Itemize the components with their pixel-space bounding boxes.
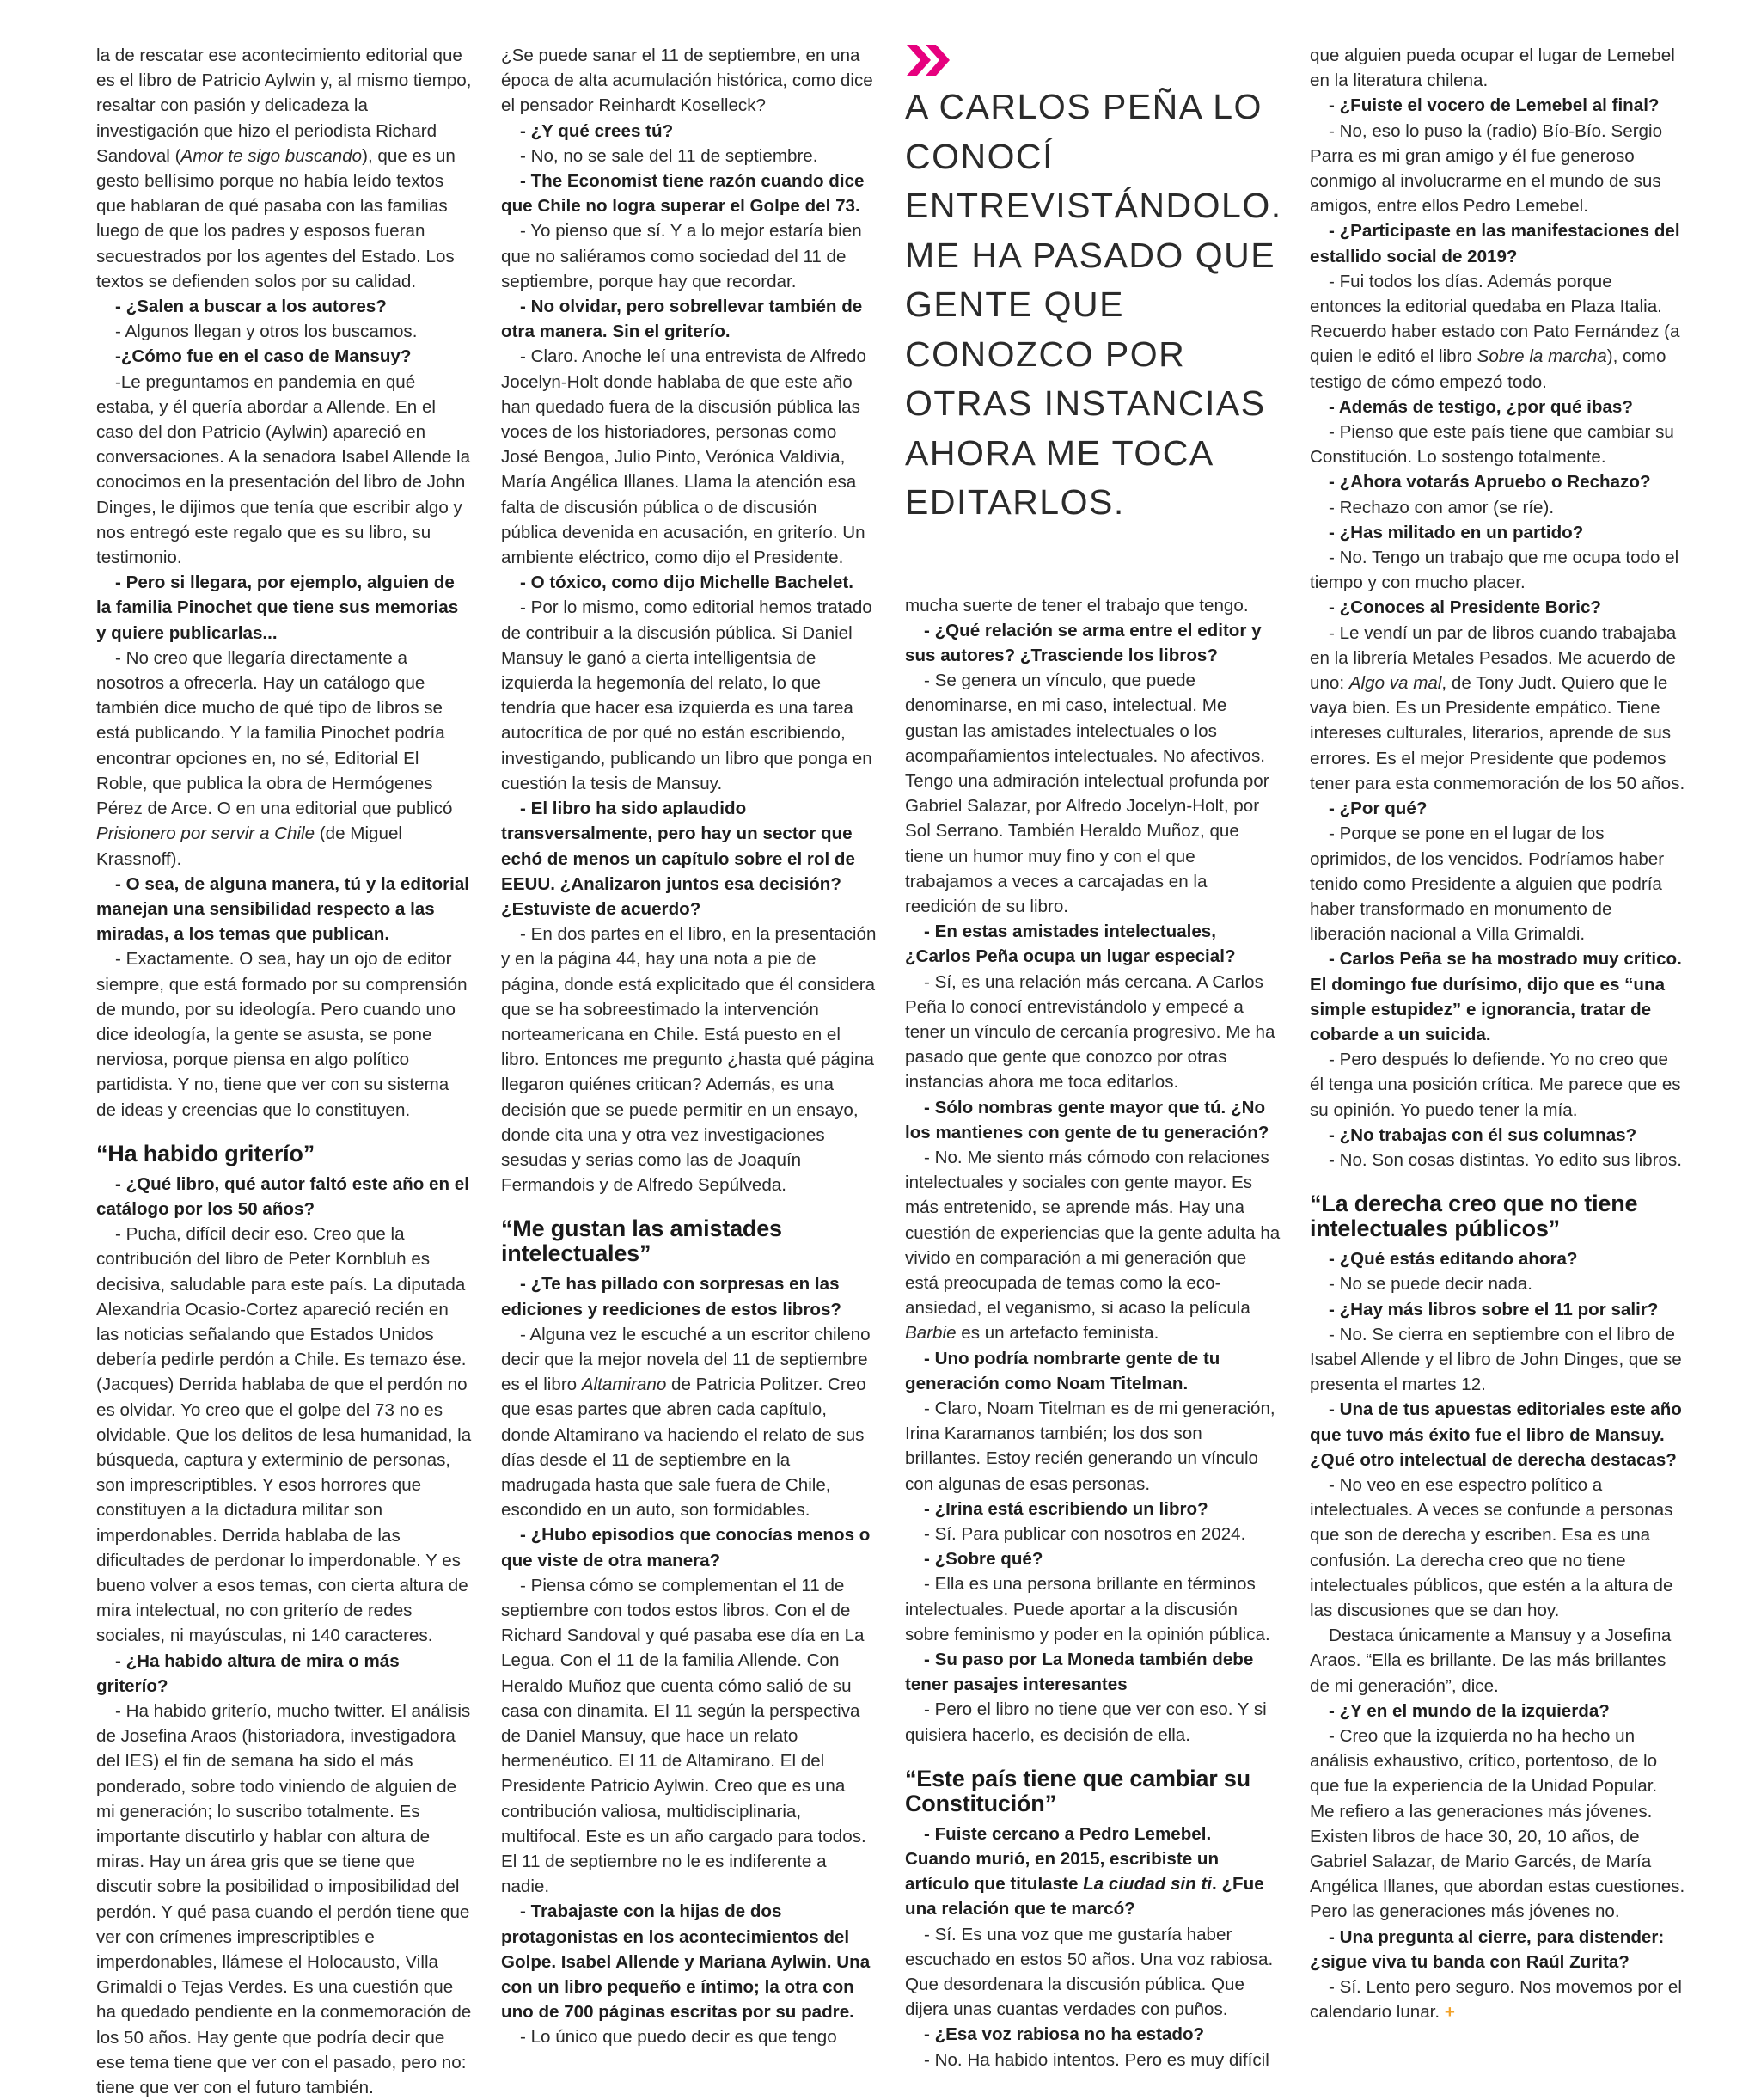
answer: - No. Me siento más cómodo con relaciones intelectuales y sociales con gente mayor. Es más entretenido, se aprende más. Hay una cuestión de experiencias que la gente adulta ha vivido en comparación a mi generación que está preocupada de temas como la eco-ansiedad, el veganismo, si acaso la película Barbie es un artefacto feminista. <box>905 1147 1281 1344</box>
column-4 <box>1310 43 1685 2024</box>
question: - ¿Hay más libros sobre el 11 por salir? <box>1329 1299 1659 1319</box>
answer: - No. Se cierra en septiembre con el libro de Isabel Allende y el libro de John Dinges, que se presenta el martes 12. <box>1310 1324 1682 1395</box>
answer: - Claro. Anoche leí una entrevista de Alfredo Jocelyn-Holt donde hablaba de que este año han quedado fuera de la discusión pública las voces de los historiadores, personas como José Bengoa, Julio Pinto, Verónica Valdivia, María Angélica Illanes. Llama la atención esa falta de discusión pública o de discusión pública devenida en acusación, en griterío. Un ambiente eléctrico, como dijo el Presidente. <box>501 346 866 568</box>
question: - ¿Qué relación se arma entre el editor y sus autores? ¿Trasciende los libros? <box>905 620 1262 665</box>
answer: - Fui todos los días. Además porque entonces la editorial quedaba en Plaza Italia. Recuerdo haber estado con Pato Fernández (a quien le editó el libro Sobre la marcha), como testigo de cómo empezó todo. <box>1310 271 1680 392</box>
paragraph: la de rescatar ese acontecimiento editorial que es el libro de Patricio Aylwin y, al mismo tiempo, resaltar con pasión y delicadeza la investigación que hizo el periodista Richard Sandoval (Amor te sigo buscando), que es un gesto bellísimo porque no había leído textos que hablaran de qué pasaba con las familias luego de que los padres y esposos fueran secuestrados por los agentes del Estado. Los textos se defienden solos por su calidad. <box>96 46 472 291</box>
pull-quote-spacer <box>905 528 1281 593</box>
answer: - Por lo mismo, como editorial hemos tratado de contribuir a la discusión pública. Si Daniel Mansuy le ganó a cierta intelligentsia de izquierda la hegemonía del relato, lo que tendría que hacer esa izquierda es una tarea autocrítica de por qué no están escribiendo, investigando, publicando un libro que ponga en cuestión la tesis de Mansuy. <box>501 597 872 793</box>
answer: - Rechazo con amor (se ríe). <box>1329 497 1555 517</box>
answer: - No. Ha habido intentos. Pero es muy difícil <box>924 2049 1269 2070</box>
paragraph: Destaca únicamente a Mansuy y a Josefina Araos. “Ella es brillante. De las más brillantes de mi generación”, dice. <box>1310 1626 1672 1696</box>
answer: - Le vendí un par de libros cuando trabajaba en la librería Metales Pesados. Me acuerdo de uno: Algo va mal, de Tony Judt. Quiero que le vaya bien. Es un Presidente empático. Tiene intereses culturales, literarios, aprende de sus errores. Es el mejor Presidente que podemos tener para esta conmemoración de los 50 años. <box>1310 622 1685 793</box>
column-3 <box>905 43 1281 2072</box>
question: - ¿Te has pillado con sorpresas en las ediciones y reediciones de estos libros? <box>501 1274 841 1319</box>
answer: - No, eso lo puso la (radio) Bío-Bío. Sergio Parra es mi gran amigo y él fue generoso conmigo al involucrarme en el mundo de sus amigos, entre ellos Pedro Lemebel. <box>1310 120 1663 217</box>
answer: - Lo único que puedo decir es que tengo <box>520 2027 837 2048</box>
question: - O sea, de alguna manera, tú y la editorial manejan una sensibilidad respecto a las miradas, a los temas que publican. <box>96 873 470 945</box>
question: - ¿Esa voz rabiosa no ha estado? <box>924 2024 1205 2045</box>
end-mark-icon: + <box>1444 2002 1455 2023</box>
question: - ¿Has militado en un partido? <box>1329 522 1584 542</box>
answer: - Algunos llegan y otros los buscamos. <box>115 321 418 342</box>
answer: -Le preguntamos en pandemia en qué estaba, y él quería abordar a Allende. En el caso del don Patricio (Aylwin) apareció en conversaciones. A la senadora Isabel Allende la conocimos en la presentación del libro de John Dinges, le dijimos que tenía que escribir algo y nos entregó este regalo que es su libro, su testimonio. <box>96 371 471 568</box>
question: - ¿Sobre qué? <box>924 1549 1043 1570</box>
double-chevron-icon <box>905 43 1281 77</box>
answer: - Piensa cómo se complementan el 11 de septiembre con todos estos libros. Con el de Richard Sandoval y qué pasaba ese día en La Legua. Con el 11 de la familia Allende. Con Heraldo Muñoz que cuenta cómo salió de su casa con dinamita. El 11 según la perspectiva de Daniel Mansuy, que hace un relato hermenéutico. El 11 de Altamirano. El del Presidente Patricio Aylwin. Creo que es una contribución valiosa, multidisciplinaria, multifocal. Este es un año cargado para todos. El 11 de septiembre no le es indiferente a nadie. <box>501 1575 866 1897</box>
section-heading: “Me gustan las amistades intelectuales” <box>501 1215 782 1267</box>
answer: - Creo que la izquierda no ha hecho un análisis exhaustivo, crítico, portentoso, de lo que fue la experiencia de la Unidad Popular. Me refiero a las generaciones más jóvenes. Existen libros de hace 30, 20, 10 años, de Gabriel Salazar, de Mario Garcés, de María Angélica Illanes, que abordan estas cuestiones. Pero las generaciones más jóvenes no. <box>1310 1726 1685 1922</box>
answer: - Pucha, difícil decir eso. Creo que la contribución del libro de Peter Kornbluh es decisiva, saludable para este país. La diputada Alexandria Ocasio-Cortez apareció recién en las noticias señalando que Estados Unidos debería pedirle perdón a Chile. Es temazo ése. (Jacques) Derrida hablaba de que el perdón no es olvidar. Yo creo que el golpe del 73 no es olvidable. Que los delitos de lesa humanidad, la búsqueda, captura y exterminio de personas, son imprescriptibles. Y esos horrores que constituyen a la dictadura militar son imperdonables. Derrida hablaba de las dificultades de perdonar lo imperdonable. Y es bueno volver a esos temas, con cierta altura de mira intelectual, no con griterío de redes sociales, ni mayúsculas, ni 140 caracteres. <box>96 1224 472 1646</box>
section-heading: “Este país tiene que cambiar su Constitución” <box>905 1765 1250 1816</box>
question: - Una pregunta al cierre, para distender: ¿sigue viva tu banda con Raúl Zurita? <box>1310 1926 1665 1972</box>
answer: - Sí. Para publicar con nosotros en 2024. <box>924 1524 1246 1545</box>
answer: - Pienso que este país tiene que cambiar su Constitución. Lo sostengo totalmente. <box>1310 422 1674 468</box>
question: - The Economist tiene razón cuando dice que Chile no logra superar el Golpe del 73. <box>501 171 865 217</box>
question: - No olvidar, pero sobrellevar también de otra manera. Sin el griterío. <box>501 297 863 342</box>
question: - ¿Y en el mundo de la izquierda? <box>1329 1700 1610 1721</box>
section-heading: “Ha habido griterío” <box>96 1140 315 1166</box>
question: - En estas amistades intelectuales, ¿Carlos Peña ocupa un lugar especial? <box>905 921 1236 967</box>
paragraph: mucha suerte de tener el trabajo que tengo. <box>905 595 1249 615</box>
question: - Sólo nombras gente mayor que tú. ¿No los mantienes con gente de tu generación? <box>905 1097 1269 1142</box>
section-heading: “La derecha creo que no tiene intelectuales públicos” <box>1310 1191 1638 1242</box>
answer: - No se puede decir nada. <box>1329 1274 1532 1295</box>
answer: - No. Tengo un trabajo que me ocupa todo el tiempo y con mucho placer. <box>1310 548 1679 593</box>
question: - O tóxico, como dijo Michelle Bachelet. <box>520 572 853 593</box>
answer: - Se genera un vínculo, que puede denominarse, en mi caso, intelectual. Me gustan las amistades intelectuales o los acompañamientos intelectuales. No afectivos. Tengo una admiración intelectual profunda por Gabriel Salazar, por Alfredo Jocelyn-Holt, por Sol Serrano. También Heraldo Muñoz, que tiene un humor muy fino y con el que trabajamos a veces a carcajadas en la reedición de su libro. <box>905 670 1269 916</box>
question: - Fuiste cercano a Pedro Lemebel. Cuando murió, en 2015, escribiste un artículo que titulaste La ciudad sin ti. ¿Fue una relación que te marcó? <box>905 1823 1264 1919</box>
question: - ¿Qué libro, qué autor faltó este año en el catálogo por los 50 años? <box>96 1173 469 1219</box>
answer: - Alguna vez le escuché a un escritor chileno decir que la mejor novela del 11 de septiembre es el libro Altamirano de Patricia Politzer. Creo que esas partes que abren cada capítulo, donde Altamirano va haciendo el relato de sus días desde el 11 de septiembre en la madrugada hasta que sale fuera de Chile, escondido en un auto, son formidables. <box>501 1324 871 1521</box>
question: - Uno podría nombrarte gente de tu generación como Noam Titelman. <box>905 1348 1220 1393</box>
answer: - No, no se sale del 11 de septiembre. <box>520 145 818 166</box>
question: - ¿Participaste en las manifestaciones del estallido social de 2019? <box>1310 221 1680 266</box>
question: - ¿Fuiste el vocero de Lemebel al final? <box>1329 95 1660 116</box>
question: - Una de tus apuestas editoriales este año que tuvo más éxito fue el libro de Mansuy. ¿Qué otro intelectual de derecha destacas? <box>1310 1399 1682 1470</box>
answer: - Sí, es una relación más cercana. A Carlos Peña lo conocí entrevistándolo y empecé a tener un vínculo de cercanía progresivo. Me ha pasado que gente que conozco por otras instancias ahora me toca editarlos. <box>905 971 1275 1093</box>
pull-quote: A CARLOS PEÑA LO CONOCÍ ENTREVISTÁNDOLO. ME HA PASADO QUE GENTE QUE CONOZCO POR OTRAS INSTANCIAS AHORA ME TOCA EDITARLOS. <box>905 87 1282 522</box>
question: -¿Cómo fue en el caso de Mansuy? <box>115 346 412 367</box>
answer: - Ella es una persona brillante en términos intelectuales. Puede aportar a la discusión sobre feminismo y poder en la opinión pública. <box>905 1574 1270 1644</box>
answer: - No veo en ese espectro político a intelectuales. A veces se confunde a personas que son de derecha y escriben. Esa es una confusión. La derecha creo que no tiene intelectuales públicos, que estén a la altura de las discusiones que se dan hoy. <box>1310 1474 1673 1620</box>
answer: - Yo pienso que sí. Y a lo mejor estaría bien que no saliéramos como sociedad del 11 de septiembre, porque hay que recordar. <box>501 221 862 291</box>
answer: - No. Son cosas distintas. Yo edito sus libros. <box>1329 1149 1682 1170</box>
paragraph: ¿Se puede sanar el 11 de septiembre, en una época de alta acumulación histórica, como dice el pensador Reinhardt Koselleck? <box>501 46 873 116</box>
question: - ¿Por qué? <box>1329 799 1428 819</box>
paragraph: que alguien pueda ocupar el lugar de Lemebel en la literatura chilena. <box>1310 46 1675 91</box>
double-chevron-icon-svg <box>905 43 955 77</box>
question: - ¿Salen a buscar a los autores? <box>115 297 387 317</box>
question: - ¿Y qué crees tú? <box>520 120 674 141</box>
answer: - Pero después lo defiende. Yo no creo que él tenga una posición crítica. Me parece que es su opinión. Yo puedo tener la mía. <box>1310 1050 1681 1120</box>
answer: - Pero el libro no tiene que ver con eso. Y si quisiera hacerlo, es decisión de ella. <box>905 1699 1267 1745</box>
question: - ¿Hubo episodios que conocías menos o que viste de otra manera? <box>501 1525 871 1570</box>
column-1 <box>96 43 472 2100</box>
answer: - No creo que llegaría directamente a nosotros a ofrecerla. Hay un catálogo que también dice mucho de qué tipo de libros se está publicando. Y la familia Pinochet podría encontrar opciones en, no sé, Editorial El Roble, que publica la obra de Hermógenes Pérez de Arce. O en una editorial que publicó Prisionero por servir a Chile (de Miguel Krassnoff). <box>96 647 453 869</box>
question: - ¿Conoces al Presidente Boric? <box>1329 597 1601 618</box>
question: - Su paso por La Moneda también debe tener pasajes interesantes <box>905 1650 1254 1695</box>
question: - Pero si llegara, por ejemplo, alguien de la familia Pinochet que tiene sus memorias y quiere publicarlas... <box>96 572 459 643</box>
answer: - Porque se pone en el lugar de los oprimidos, de los vencidos. Podríamos haber tenido como Presidente a alguien que podría haber transformado en monumento de liberación nacional a Villa Grimaldi. <box>1310 823 1665 945</box>
answer: - En dos partes en el libro, en la presentación y en la página 44, hay una nota a pie de página, donde está explicitado que él considera que se ha sobreestimado la intervención norteamericana en Chile. Está puesto en el libro. Entonces me pregunto ¿hasta qué página llegaron quiénes critican? Además, es una decisión que se puede permitir en un ensayo, donde cita una y otra vez investigaciones sesudas y serias como las de Joaquín Fermandois y de Alfredo Sepúlveda. <box>501 924 877 1196</box>
question: - ¿No trabajas con él sus columnas? <box>1329 1124 1637 1145</box>
question: - El libro ha sido aplaudido transversalmente, pero hay un sector que echó de menos un capítulo sobre el rol de EEUU. ¿Analizaron juntos esa decisión? ¿Estuviste de acuerdo? <box>501 799 855 919</box>
answer: - Sí. Lento pero seguro. Nos movemos por el calendario lunar. + <box>1310 1977 1682 2023</box>
question: - Además de testigo, ¿por qué ibas? <box>1329 396 1633 417</box>
question: - ¿Irina está escribiendo un libro? <box>924 1498 1208 1519</box>
question: - Carlos Peña se ha mostrado muy crítico. El domingo fue durísimo, dijo que es “una simple estupidez” e ignorancia, tratar de cobarde a un suicida. <box>1310 949 1682 1044</box>
answer: - Sí. Es una voz que me gustaría haber escuchado en estos 50 años. Una voz rabiosa. Que desordenara la discusión pública. Que dijera unas cuantas verdades con puños. <box>905 1924 1274 2020</box>
answer: - Claro, Noam Titelman es de mi generación, Irina Karamanos también; los dos son brillantes. Estoy recién generando un vínculo con algunas de esas personas. <box>905 1399 1275 1494</box>
answer: - Ha habido griterío, mucho twitter. El análisis de Josefina Araos (historiadora, investigadora del IES) el fin de semana ha sido el más ponderado, sobre todo viniendo de alguien de mi generación; lo suscribo totalmente. Es importante discutirlo y hablar con altura de miras. Hay un área gris que se tiene que discutir sobre la posibilidad o imposibilidad del perdón. Y qué pasa cuando el perdón tiene que ver con crímenes imprescriptibles e imperdonables, llámese el Holocausto, Villa Grimaldi o Tejas Verdes. Es una cuestión que ha quedado pendiente en la conmemoración de los 50 años. Hay gente que podría decir que ese tema tiene que ver con el pasado, pero no: tiene que ver con el futuro también. <box>96 1701 472 2098</box>
question: - ¿Ha habido altura de mira o más griterío? <box>96 1650 400 1696</box>
column-2 <box>501 43 877 2050</box>
answer: - Exactamente. O sea, hay un ojo de editor siempre, que está formado por su comprensión de mundo, por su ideología. Pero cuando uno dice ideología, la gente se asusta, se pone nerviosa, porque piensa en algo político partidista. Y no, tiene que ver con su sistema de ideas y creencias que lo constituyen. <box>96 949 468 1120</box>
question: - ¿Ahora votarás Apruebo o Rechazo? <box>1329 472 1651 493</box>
question: - Trabajaste con la hijas de dos protagonistas en los acontecimientos del Golpe. Isabel Allende y Mariana Aylwin. Una con un libro pequeño e íntimo; la otra con uno de 700 páginas escritas por su padre. <box>501 1901 871 2023</box>
question: - ¿Qué estás editando ahora? <box>1329 1249 1578 1270</box>
